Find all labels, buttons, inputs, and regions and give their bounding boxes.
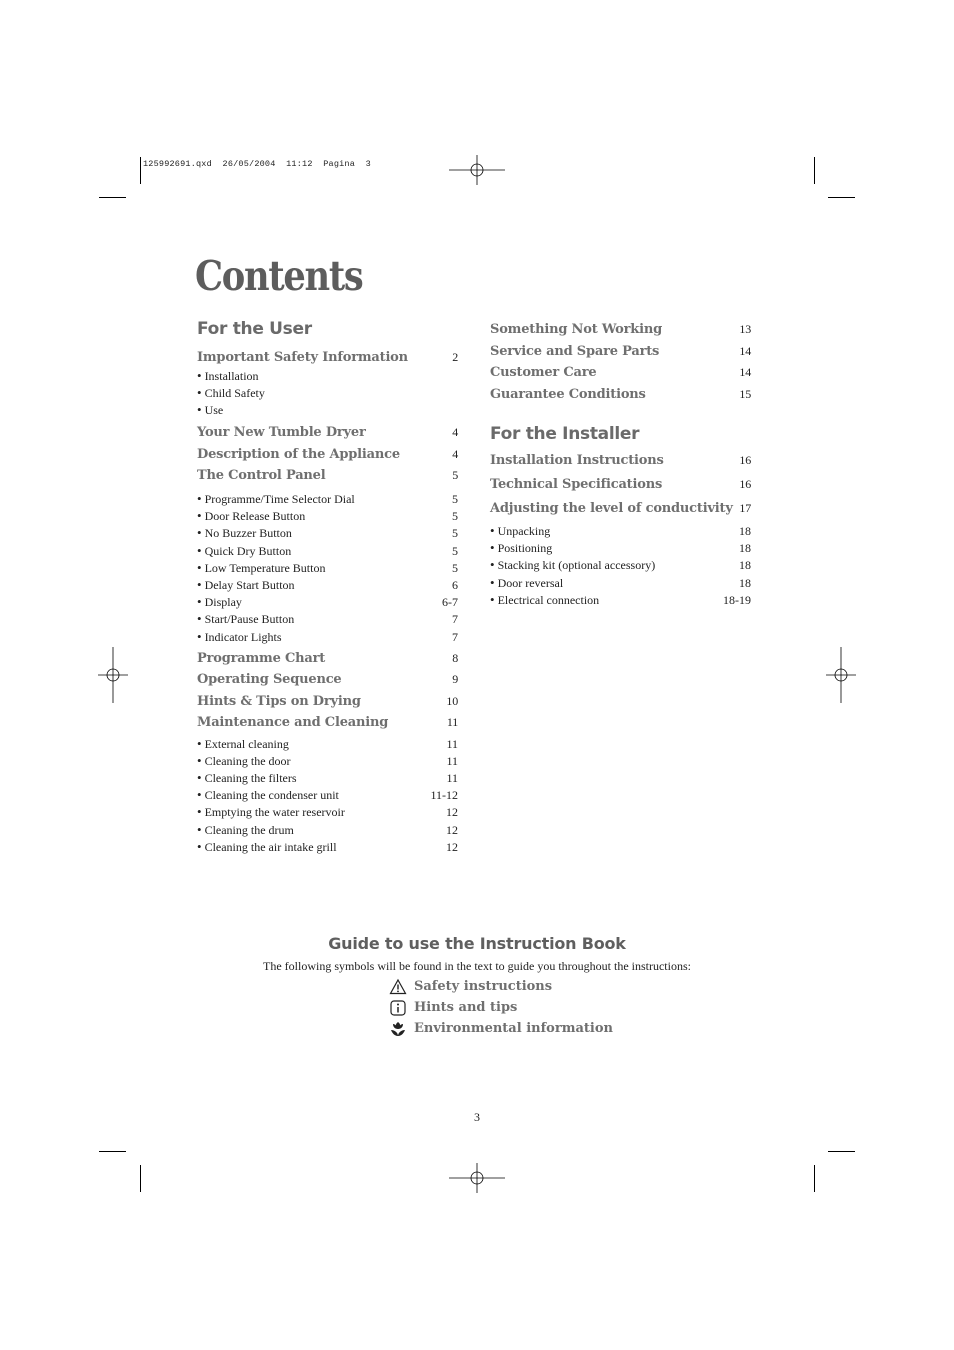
toc-entry[interactable] — [197, 468, 458, 489]
toc-entry[interactable] — [490, 322, 751, 344]
toc-subentry-page: 18 — [739, 575, 751, 590]
toc-subentry-page: 18 — [739, 541, 751, 556]
toc-entry-page: 9 — [452, 671, 458, 686]
toc-entry[interactable] — [490, 477, 751, 501]
print-slug: 125992691.qxd 26/05/2004 11:12 Pagina 3 — [143, 159, 371, 169]
toc-subentry-page: 12 — [446, 805, 458, 820]
warning-triangle-icon — [389, 978, 407, 996]
registration-mark-icon — [98, 647, 128, 703]
symbol-legend-item — [389, 976, 613, 997]
toc-subentry[interactable]: • Quick Dry Button 5 — [197, 542, 458, 558]
toc-subentry-label: Emptying the water reservoir — [204, 805, 345, 820]
crop-mark — [828, 1151, 855, 1152]
toc-subentry-page: 5 — [452, 526, 458, 541]
toc-entry-title: Service and Spare Parts — [490, 343, 660, 359]
environment-flower-icon — [389, 1020, 407, 1038]
toc-subentry[interactable]: • Start/Pause Button 7 — [197, 611, 458, 627]
toc-subentry-page: 7 — [452, 612, 458, 627]
toc-subentry-page: 11-12 — [430, 788, 458, 803]
toc-subentry[interactable]: • Delay Start Button 6 — [197, 576, 458, 592]
toc-subentry-page: 7 — [452, 629, 458, 644]
symbol-label: Hints and tips — [414, 1000, 518, 1015]
page-title: Contents — [195, 252, 363, 300]
crop-mark — [828, 197, 855, 198]
toc-subentry-label: Cleaning the condenser unit — [204, 788, 339, 803]
guide-text: The following symbols will be found in the text to guide you throughout the instructions: — [263, 959, 691, 973]
toc-subentry[interactable]: • Low Temperature Button 5 — [197, 559, 458, 575]
symbol-label: Environmental information — [414, 1021, 613, 1036]
toc-subentry-label: Display — [204, 595, 242, 610]
toc-subentry-label: Door Release Button — [204, 509, 306, 524]
toc-entry[interactable] — [197, 350, 458, 365]
toc-subentry-label: Child Safety — [204, 386, 265, 400]
toc-entry-page: 4 — [452, 447, 458, 461]
guide-heading: Guide to use the Instruction Book — [328, 934, 626, 953]
toc-entry-page: 14 — [739, 365, 751, 379]
toc-entry-title: Something Not Working — [490, 322, 662, 337]
toc-entry[interactable] — [197, 672, 458, 694]
crop-mark — [814, 157, 815, 184]
toc-subentry-page: 6 — [452, 577, 458, 592]
toc-subentry-page: 18 — [739, 524, 751, 538]
toc-entry-page: 14 — [739, 343, 751, 358]
toc-entry[interactable] — [490, 387, 751, 409]
registration-mark-icon — [449, 155, 505, 185]
toc-subentry-page: 5 — [452, 560, 458, 575]
toc-entry-title: Maintenance and Cleaning — [197, 714, 389, 730]
toc-subentry-page: 18-19 — [723, 592, 751, 607]
toc-subentry-page: 5 — [452, 509, 458, 524]
toc-subentry-label: Cleaning the air intake grill — [204, 839, 337, 854]
toc-subentry-label: Cleaning the filters — [204, 771, 297, 786]
toc-subentry-label: Delay Start Button — [204, 577, 295, 592]
toc-entry-title: Important Safety Information — [197, 350, 408, 365]
toc-subentry-label: External cleaning — [204, 736, 289, 751]
toc-subentry[interactable]: • Positioning 18 — [490, 540, 751, 556]
toc-entry-title: Adjusting the level of conductivity — [490, 501, 733, 516]
toc-entry-page: 17 — [739, 501, 751, 515]
toc-subentry-label: Cleaning the drum — [204, 822, 294, 837]
toc-subentry-label: Indicator Lights — [204, 629, 282, 644]
toc-subentry-label: Unpacking — [497, 524, 551, 538]
toc-entry-title: Description of the Appliance — [197, 447, 400, 462]
toc-entry[interactable] — [197, 715, 458, 736]
toc-entry-title: Your New Tumble Dryer — [197, 425, 366, 440]
toc-subentry-label: Stacking kit (optional accessory) — [497, 558, 656, 573]
toc-subentry[interactable]: • Display 6-7 — [197, 594, 458, 610]
toc-entry-title: Installation Instructions — [490, 453, 664, 468]
toc-subentry[interactable]: • Indicator Lights 7 — [197, 628, 458, 644]
toc-subentry-label: Cleaning the door — [204, 753, 291, 768]
toc-subentry[interactable]: • Use — [197, 402, 224, 417]
toc-subentry-label: Use — [204, 403, 224, 417]
toc-entry-page: 11 — [446, 714, 458, 729]
toc-entry[interactable] — [197, 447, 458, 468]
symbol-legend-item — [389, 1018, 613, 1039]
toc-subentry-page: 12 — [446, 839, 458, 854]
toc-subentry-page: 18 — [739, 558, 751, 573]
toc-subentry-label: Start/Pause Button — [204, 612, 295, 627]
toc-subentry-page: 5 — [452, 543, 458, 558]
toc-entry[interactable] — [490, 365, 751, 387]
toc-entry[interactable] — [490, 501, 751, 523]
page-number: 3 — [474, 1110, 480, 1124]
toc-subentry-label: Quick Dry Button — [204, 543, 292, 558]
toc-subentry-label: No Buzzer Button — [204, 526, 292, 541]
toc-entry-page: 16 — [739, 477, 751, 491]
toc-entry-page: 2 — [452, 350, 458, 364]
section-heading-installer: For the Installer — [490, 424, 640, 444]
toc-entry-page: 15 — [739, 386, 751, 401]
toc-subentry-label: Low Temperature Button — [204, 560, 326, 575]
toc-entry[interactable] — [490, 344, 751, 366]
toc-subentry[interactable]: • Cleaning the air intake grill 12 — [197, 838, 458, 854]
toc-subentry[interactable]: • External cleaning 11 — [197, 735, 458, 751]
toc-subentry-label: Electrical connection — [497, 592, 600, 607]
toc-subentry[interactable]: • Cleaning the condenser unit 11-12 — [197, 787, 458, 803]
toc-entry-title: Operating Sequence — [197, 671, 342, 687]
toc-subentry-page: 12 — [446, 822, 458, 837]
crop-mark — [140, 157, 141, 184]
toc-subentry[interactable]: • Door Release Button 5 — [197, 508, 458, 524]
symbol-legend — [389, 976, 613, 1039]
toc-subentry[interactable]: • Door reversal 18 — [490, 574, 751, 590]
toc-subentry[interactable]: • Installation — [197, 368, 259, 383]
toc-entry[interactable] — [197, 694, 458, 715]
toc-entry[interactable] — [197, 425, 458, 447]
toc-subentry-label: Door reversal — [497, 575, 564, 590]
toc-entry-title: Customer Care — [490, 365, 597, 380]
toc-subentry-page: 5 — [452, 492, 458, 506]
toc-entry[interactable] — [197, 651, 458, 672]
toc-entry-title: The Control Panel — [197, 468, 326, 483]
toc-entry-title: Guarantee Conditions — [490, 386, 646, 402]
toc-entry-page: 16 — [739, 453, 751, 467]
toc-subentry-page: 11 — [446, 771, 458, 786]
toc-subentry-label: Programme/Time Selector Dial — [204, 492, 355, 506]
toc-subentry[interactable]: • Child Safety — [197, 385, 265, 400]
toc-entry-page: 13 — [739, 322, 751, 336]
toc-subentry-page: 11 — [446, 736, 458, 751]
registration-mark-icon — [826, 647, 856, 703]
toc-subentry[interactable]: • No Buzzer Button 5 — [197, 525, 458, 541]
toc-subentry[interactable]: • Programme/Time Selector Dial 5 — [197, 491, 458, 506]
crop-mark — [140, 1165, 141, 1192]
info-icon — [389, 999, 407, 1017]
toc-subentry[interactable]: • Cleaning the drum 12 — [197, 821, 458, 837]
toc-subentry[interactable]: • Electrical connection 18-19 — [490, 591, 751, 607]
toc-subentry[interactable]: • Stacking kit (optional accessory) 18 — [490, 557, 751, 573]
toc-subentry-page: 11 — [446, 753, 458, 768]
toc-subentry-label: Installation — [204, 369, 259, 383]
guide-section — [0, 934, 954, 974]
toc-subentry[interactable]: • Cleaning the filters 11 — [197, 770, 458, 786]
symbol-legend-item — [389, 997, 613, 1018]
registration-mark-icon — [449, 1163, 505, 1193]
symbol-label: Safety instructions — [414, 979, 553, 994]
toc-subentry[interactable]: • Cleaning the door 11 — [197, 752, 458, 768]
toc-entry-page: 5 — [452, 468, 458, 482]
crop-mark — [99, 1151, 126, 1152]
toc-subentry-label: Positioning — [497, 541, 553, 556]
user-toc-column — [197, 319, 458, 856]
toc-subentry[interactable]: • Unpacking 18 — [490, 523, 751, 538]
toc-subentry-page: 6-7 — [442, 595, 458, 610]
crop-mark — [99, 197, 126, 198]
toc-entry-title: Programme Chart — [197, 650, 326, 666]
toc-entry-title: Technical Specifications — [490, 477, 663, 492]
crop-mark — [814, 1165, 815, 1192]
toc-entry[interactable] — [490, 453, 751, 477]
section-heading-user: For the User — [197, 319, 312, 339]
installer-toc-column — [490, 319, 751, 609]
toc-entry-title: Hints & Tips on Drying — [197, 693, 361, 709]
toc-subentry[interactable]: • Emptying the water reservoir 12 — [197, 804, 458, 820]
toc-entry-page: 4 — [452, 425, 458, 439]
toc-entry-page: 8 — [452, 650, 458, 665]
toc-entry-page: 10 — [446, 693, 458, 708]
